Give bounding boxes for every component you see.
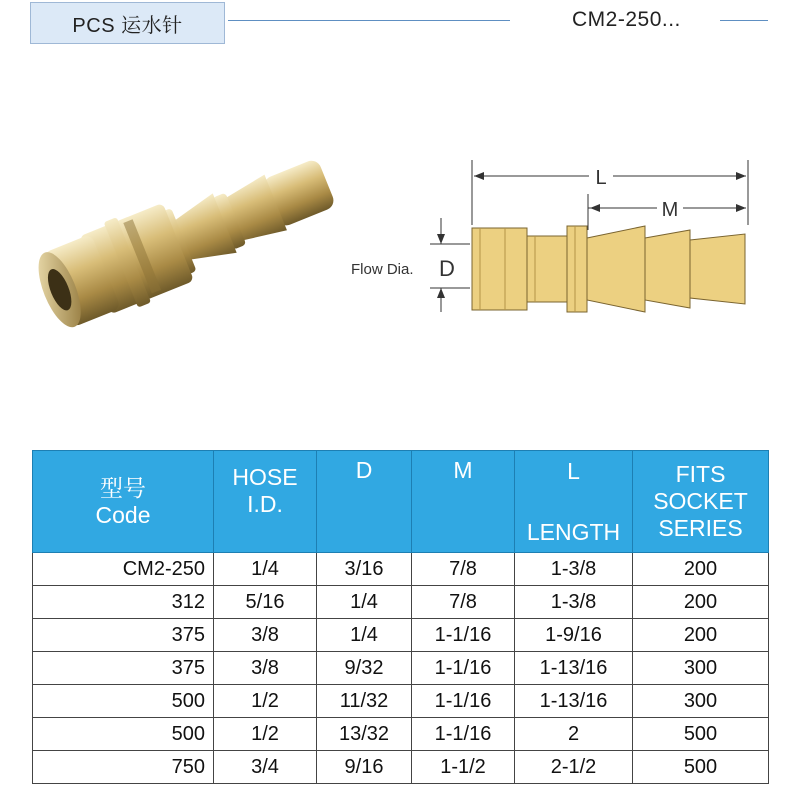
cell-fits: 300 [633, 652, 769, 685]
cell-l: 1-3/8 [515, 553, 633, 586]
header-l-line1: L [567, 457, 580, 484]
cell-m: 7/8 [412, 586, 515, 619]
cell-fits: 300 [633, 685, 769, 718]
cell-d: 1/4 [317, 619, 412, 652]
cell-m: 1-1/2 [412, 751, 515, 784]
dimension-drawing [345, 150, 765, 320]
table-header-row [33, 451, 769, 553]
header-hose [214, 451, 317, 553]
cell-d: 13/32 [317, 718, 412, 751]
cell-hose: 3/4 [214, 751, 317, 784]
header-fits-line1: FITS [675, 461, 726, 487]
table-row [33, 751, 769, 784]
header-m: M [412, 451, 515, 553]
cell-code: 375 [33, 619, 214, 652]
cell-l: 2 [515, 718, 633, 751]
table-row [33, 652, 769, 685]
header-fits-line3: SERIES [658, 515, 743, 541]
header-hose-line2: I.D. [247, 490, 283, 517]
header-code-cn: 型号 [100, 474, 146, 501]
cell-fits: 200 [633, 586, 769, 619]
header-fits-line2: SOCKET [653, 488, 748, 514]
spec-table [32, 450, 769, 784]
cell-hose: 1/4 [214, 553, 317, 586]
cell-code: 750 [33, 751, 214, 784]
cell-fits: 500 [633, 751, 769, 784]
cell-d: 3/16 [317, 553, 412, 586]
cell-hose: 5/16 [214, 586, 317, 619]
dimension-label-m: M [661, 199, 679, 221]
cell-d: 1/4 [317, 586, 412, 619]
header-divider-right [720, 20, 768, 21]
header-title-box [30, 2, 225, 44]
cell-hose: 3/8 [214, 619, 317, 652]
cell-d: 9/32 [317, 652, 412, 685]
table-row [33, 619, 769, 652]
header-code [33, 451, 214, 553]
table-row [33, 718, 769, 751]
cell-m: 1-1/16 [412, 718, 515, 751]
table-row [33, 553, 769, 586]
header-code-en: Code [95, 501, 151, 528]
product-photo [28, 118, 358, 358]
dimension-label-l: L [595, 167, 607, 189]
cell-code: CM2-250 [33, 553, 214, 586]
cell-d: 11/32 [317, 685, 412, 718]
cell-fits: 500 [633, 718, 769, 751]
cell-fits: 200 [633, 619, 769, 652]
header-d: D [317, 451, 412, 553]
cell-l: 1-3/8 [515, 586, 633, 619]
cell-hose: 3/8 [214, 652, 317, 685]
header-fits [633, 451, 769, 553]
cell-m: 1-1/16 [412, 652, 515, 685]
cell-d: 9/16 [317, 751, 412, 784]
header-code: CM2-250... [572, 8, 681, 31]
cell-m: 1-1/16 [412, 619, 515, 652]
cell-code: 500 [33, 685, 214, 718]
cell-m: 1-1/16 [412, 685, 515, 718]
cell-l: 1-9/16 [515, 619, 633, 652]
header-title: PCS 运水针 [72, 14, 183, 37]
header-divider-left [228, 20, 510, 21]
cell-code: 312 [33, 586, 214, 619]
header-l [515, 451, 633, 553]
cell-l: 1-13/16 [515, 685, 633, 718]
header-hose-line1: HOSE [232, 463, 298, 490]
dimension-label-d: D [439, 256, 455, 281]
cell-l: 2-1/2 [515, 751, 633, 784]
cell-hose: 1/2 [214, 685, 317, 718]
cell-m: 7/8 [412, 553, 515, 586]
flow-dia-label: Flow Dia. [351, 261, 414, 278]
table-row [33, 586, 769, 619]
cell-code: 500 [33, 718, 214, 751]
cell-l: 1-13/16 [515, 652, 633, 685]
header-l-line2: LENGTH [526, 518, 621, 545]
cell-fits: 200 [633, 553, 769, 586]
table-row [33, 685, 769, 718]
cell-code: 375 [33, 652, 214, 685]
cell-hose: 1/2 [214, 718, 317, 751]
